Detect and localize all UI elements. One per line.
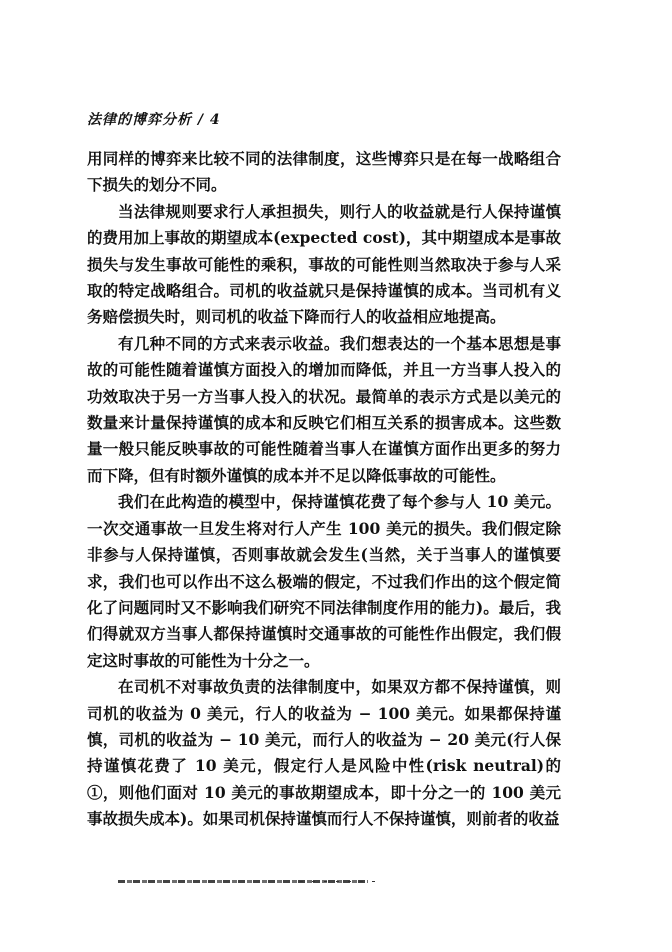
paragraph: 在司机不对事故负责的法律制度中，如果双方都不保持谨慎，则司机的收益为 0 美元，行人的收益为 − 100 美元。如果都保持谨慎，司机的收益为 − 10 美元，而行人的收益为 − 20 美元(行人保持谨慎花费了 10 美元，假定行人是风险中性(risk neutral)的①，则他们面对 10 美元的事故期望成本，即十分之一的 100 美元事故损失成本)。如果司机保持谨慎而行人不保持谨慎，则前者的收益 xyxy=(87,677,561,829)
footer-rule-tail xyxy=(300,881,380,882)
paragraph: 我们在此构造的模型中，保持谨慎花费了每个参与人 10 美元。一次交通事故一旦发生将对行人产生 100 美元的损失。我们假定除非参与人保持谨慎，否则事故就会发生(当然，关于当事人的谨慎要求，我们也可以作出不这么极端的假定，不过我们作出的这个假定简化了问题同时又不影响我们研究不同法律制度作用的能力)。最后，我们得就双方当事人都保持谨慎时交通事故的可能性作出假定，我们假定这时事故的可能性为十分之一。 xyxy=(87,492,561,670)
paragraph: 当法律规则要求行人承担损失，则行人的收益就是行人保持谨慎的费用加上事故的期望成本(expected cost)，其中期望成本是事故损失与发生事故可能性的乘积，事故的可能性则当然取决于参与人采取的特定战略组合。司机的收益就只是保持谨慎的成本。当司机有义务赔偿损失时，则司机的收益下降而行人的收益相应地提高。 xyxy=(87,201,561,327)
paragraph: 有几种不同的方式来表示收益。我们想表达的一个基本思想是事故的可能性随着谨慎方面投入的增加而降低，并且一方当事人投入的功效取决于另一方当事人投入的状况。最简单的表示方式是以美元的数量来计量保持谨慎的成本和反映它们相互关系的损害成本。这些数量一般只能反映事故的可能性随着当事人在谨慎方面作出更多的努力而下降，但有时额外谨慎的成本并不足以降低事故的可能性。 xyxy=(87,333,561,485)
running-header: 法律的博弈分析 / 4 xyxy=(87,112,221,128)
paragraph-continuation: 用同样的博弈来比较不同的法律制度，这些博弈只是在每一战略组合下损失的划分不同。 xyxy=(87,149,561,195)
body-text xyxy=(87,146,561,833)
